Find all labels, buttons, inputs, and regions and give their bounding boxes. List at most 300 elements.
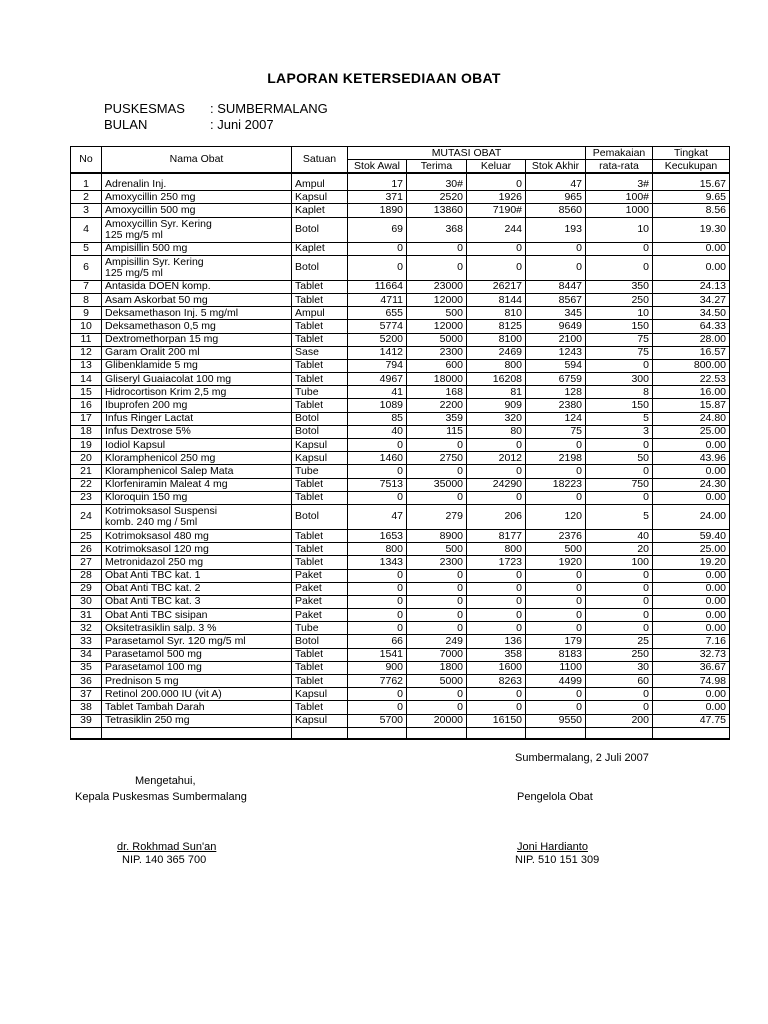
cell-no: 21 [71,465,102,478]
cell-satuan: Botol [292,504,348,529]
cell-keluar: 0 [467,622,526,635]
cell-stok-awal: 1343 [348,556,407,569]
cell-nama-obat [102,217,292,242]
table-row [71,582,730,595]
cell-no: 1 [71,178,102,191]
cell-terima: 2520 [407,191,467,204]
cell-stok-awal: 371 [348,191,407,204]
cell-keluar: 8100 [467,333,526,346]
cell-nama-obat: Obat Anti TBC kat. 2 [102,582,292,595]
cell-keluar: 909 [467,399,526,412]
cell-tingkat-kecukupan: 47.75 [653,714,730,727]
cell-nama-obat: Kloramphenicol 250 mg [102,452,292,465]
cell-keluar: 8177 [467,529,526,542]
cell-tingkat-kecukupan: 32.73 [653,648,730,661]
cell-satuan: Paket [292,569,348,582]
cell-stok-awal: 0 [348,595,407,608]
cell-nama-obat: Parasetamol 500 mg [102,648,292,661]
cell-keluar: 358 [467,648,526,661]
cell-nama-obat-line1: Amoxycillin Syr. Kering [105,217,212,230]
cell-tingkat-kecukupan: 16.00 [653,386,730,399]
table-row [71,293,730,306]
cell-satuan: Tube [292,386,348,399]
cell-stok-awal: 655 [348,307,407,320]
cell-tingkat-kecukupan: 0.00 [653,582,730,595]
cell-satuan: Botol [292,217,348,242]
cell-no: 39 [71,714,102,727]
cell-tingkat-kecukupan: 25.00 [653,543,730,556]
header-tingkat-2: Kecukupan [653,160,730,174]
cell-satuan: Tablet [292,280,348,293]
empty-cell [653,727,730,739]
cell-keluar: 16150 [467,714,526,727]
cell-no: 36 [71,675,102,688]
cell-keluar: 2012 [467,452,526,465]
head-name: dr. Rokhmad Sun'an [117,841,217,853]
cell-nama-obat-line2: 125 mg/5 ml [105,266,163,279]
cell-tingkat-kecukupan: 7.16 [653,635,730,648]
cell-nama-obat: Asam Askorbat 50 mg [102,293,292,306]
table-row [71,609,730,622]
cell-keluar: 80 [467,425,526,438]
table-row [71,178,730,191]
cell-nama-obat: Iodiol Kapsul [102,439,292,452]
cell-no: 34 [71,648,102,661]
cell-pemakaian-rata: 0 [586,701,653,714]
cell-nama-obat: Parasetamol 100 mg [102,661,292,674]
cell-terima: 0 [407,255,467,280]
cell-pemakaian-rata: 100 [586,556,653,569]
cell-terima: 500 [407,543,467,556]
cell-pemakaian-rata: 10 [586,307,653,320]
cell-terima: 0 [407,622,467,635]
cell-satuan: Tablet [292,543,348,556]
bulan-value: : Juni 2007 [210,117,274,132]
table-row [71,412,730,425]
cell-tingkat-kecukupan: 9.65 [653,191,730,204]
cell-nama-obat: Antasida DOEN komp. [102,280,292,293]
cell-no: 14 [71,373,102,386]
cell-stok-awal: 41 [348,386,407,399]
cell-tingkat-kecukupan: 15.67 [653,178,730,191]
table-row [71,399,730,412]
cell-satuan: Paket [292,595,348,608]
cell-terima: 2200 [407,399,467,412]
cell-no: 6 [71,255,102,280]
table-row [71,491,730,504]
cell-stok-awal: 1460 [348,452,407,465]
cell-tingkat-kecukupan: 0.00 [653,491,730,504]
cell-satuan: Botol [292,635,348,648]
cell-tingkat-kecukupan: 59.40 [653,529,730,542]
cell-no: 27 [71,556,102,569]
cell-satuan: Tablet [292,529,348,542]
table-row [71,320,730,333]
cell-satuan: Botol [292,255,348,280]
table-row [71,217,730,242]
table-row [71,386,730,399]
cell-satuan: Botol [292,412,348,425]
cell-satuan: Botol [292,425,348,438]
cell-nama-obat [102,255,292,280]
cell-terima: 368 [407,217,467,242]
cell-keluar: 0 [467,595,526,608]
cell-tingkat-kecukupan: 0.00 [653,465,730,478]
cell-nama-obat: Dextromethorpan 15 mg [102,333,292,346]
cell-nama-obat: Klorfeniramin Maleat 4 mg [102,478,292,491]
cell-stok-awal: 0 [348,582,407,595]
cell-no: 31 [71,609,102,622]
cell-tingkat-kecukupan: 64.33 [653,320,730,333]
cell-stok-awal: 1089 [348,399,407,412]
cell-no: 26 [71,543,102,556]
cell-no: 38 [71,701,102,714]
cell-no: 9 [71,307,102,320]
cell-pemakaian-rata: 0 [586,569,653,582]
cell-nama-obat: Parasetamol Syr. 120 mg/5 ml [102,635,292,648]
cell-stok-akhir: 965 [526,191,586,204]
head-title: Kepala Puskesmas Sumbermalang [75,791,247,803]
cell-keluar: 0 [467,569,526,582]
table-row [71,333,730,346]
cell-nama-obat: Retinol 200.000 IU (vit A) [102,688,292,701]
cell-pemakaian-rata: 150 [586,399,653,412]
cell-keluar: 2469 [467,346,526,359]
cell-nama-obat: Tablet Tambah Darah [102,701,292,714]
cell-no: 35 [71,661,102,674]
cell-stok-akhir: 345 [526,307,586,320]
header-mutasi-obat: MUTASI OBAT [348,147,586,160]
cell-tingkat-kecukupan: 36.67 [653,661,730,674]
cell-pemakaian-rata: 150 [586,320,653,333]
cell-stok-awal: 5774 [348,320,407,333]
cell-satuan: Tablet [292,556,348,569]
cell-tingkat-kecukupan: 0.00 [653,569,730,582]
cell-pemakaian-rata: 10 [586,217,653,242]
cell-terima: 20000 [407,714,467,727]
cell-pemakaian-rata: 250 [586,293,653,306]
cell-keluar: 7190# [467,204,526,217]
puskesmas-value: : SUMBERMALANG [210,101,328,116]
cell-terima: 0 [407,609,467,622]
header-terima: Terima [407,160,467,174]
cell-pemakaian-rata: 5 [586,412,653,425]
cell-stok-akhir: 0 [526,688,586,701]
cell-stok-awal: 4711 [348,293,407,306]
cell-no: 19 [71,439,102,452]
cell-stok-awal: 0 [348,242,407,255]
cell-stok-akhir: 128 [526,386,586,399]
cell-pemakaian-rata: 100# [586,191,653,204]
cell-no: 11 [71,333,102,346]
cell-terima: 12000 [407,320,467,333]
cell-terima: 0 [407,491,467,504]
cell-terima: 2300 [407,556,467,569]
cell-satuan: Paket [292,582,348,595]
cell-no: 33 [71,635,102,648]
cell-satuan: Tablet [292,491,348,504]
cell-no: 12 [71,346,102,359]
cell-stok-akhir: 1100 [526,661,586,674]
cell-keluar: 0 [467,582,526,595]
cell-nama-obat: Deksamethason Inj. 5 mg/ml [102,307,292,320]
cell-stok-awal: 0 [348,491,407,504]
cell-no: 20 [71,452,102,465]
cell-pemakaian-rata: 0 [586,359,653,372]
cell-stok-awal: 1412 [348,346,407,359]
cell-tingkat-kecukupan: 0.00 [653,439,730,452]
header-pemakaian-1: Pemakaian [586,147,653,160]
cell-satuan: Tube [292,622,348,635]
cell-pemakaian-rata: 5 [586,504,653,529]
cell-satuan: Tablet [292,478,348,491]
cell-nama-obat: Kloramphenicol Salep Mata [102,465,292,478]
cell-no: 10 [71,320,102,333]
cell-keluar: 81 [467,386,526,399]
cell-nama-obat: Kotrimoksasol 480 mg [102,529,292,542]
cell-satuan: Tablet [292,373,348,386]
cell-no: 13 [71,359,102,372]
cell-stok-akhir: 0 [526,465,586,478]
cell-tingkat-kecukupan: 0.00 [653,701,730,714]
cell-stok-akhir: 0 [526,569,586,582]
cell-pemakaian-rata: 250 [586,648,653,661]
cell-satuan: Kaplet [292,242,348,255]
cell-tingkat-kecukupan: 19.20 [653,556,730,569]
cell-tingkat-kecukupan: 16.57 [653,346,730,359]
cell-pemakaian-rata: 0 [586,688,653,701]
cell-no: 37 [71,688,102,701]
cell-satuan: Tablet [292,293,348,306]
cell-tingkat-kecukupan: 19.30 [653,217,730,242]
header-keluar: Keluar [467,160,526,174]
cell-no: 24 [71,504,102,529]
cell-terima: 115 [407,425,467,438]
cell-nama-obat: Obat Anti TBC kat. 3 [102,595,292,608]
cell-pemakaian-rata: 0 [586,255,653,280]
cell-satuan: Tablet [292,320,348,333]
cell-pemakaian-rata: 0 [586,622,653,635]
cell-pemakaian-rata: 0 [586,582,653,595]
cell-stok-awal: 900 [348,661,407,674]
cell-nama-obat: Tetrasiklin 250 mg [102,714,292,727]
table-row [71,714,730,727]
cell-stok-awal: 85 [348,412,407,425]
cell-nama-obat: Obat Anti TBC sisipan [102,609,292,622]
cell-no: 7 [71,280,102,293]
header-stok-awal: Stok Awal [348,160,407,174]
cell-satuan: Tablet [292,648,348,661]
empty-cell [586,727,653,739]
cell-no: 30 [71,595,102,608]
cell-keluar: 810 [467,307,526,320]
empty-cell [102,727,292,739]
cell-satuan: Paket [292,609,348,622]
cell-stok-awal: 0 [348,255,407,280]
table-row [71,569,730,582]
cell-terima: 600 [407,359,467,372]
cell-stok-awal: 47 [348,504,407,529]
cell-pemakaian-rata: 350 [586,280,653,293]
cell-no: 3 [71,204,102,217]
cell-stok-awal: 0 [348,569,407,582]
empty-cell [71,727,102,739]
cell-no: 22 [71,478,102,491]
table-row [71,701,730,714]
cell-satuan: Ampul [292,307,348,320]
cell-nama-obat: Obat Anti TBC kat. 1 [102,569,292,582]
cell-keluar: 8144 [467,293,526,306]
cell-stok-akhir: 0 [526,439,586,452]
cell-tingkat-kecukupan: 0.00 [653,242,730,255]
cell-keluar: 1600 [467,661,526,674]
cell-terima: 18000 [407,373,467,386]
cell-nama-obat: Oksitetrasiklin salp. 3 % [102,622,292,635]
bulan-line [104,117,274,133]
cell-keluar: 0 [467,701,526,714]
cell-keluar: 244 [467,217,526,242]
cell-stok-akhir: 0 [526,595,586,608]
cell-stok-awal: 66 [348,635,407,648]
cell-stok-akhir: 0 [526,491,586,504]
cell-stok-akhir: 0 [526,701,586,714]
header-pemakaian-2: rata-rata [586,160,653,174]
cell-no: 32 [71,622,102,635]
cell-tingkat-kecukupan: 43.96 [653,452,730,465]
cell-nama-obat-line1: Kotrimoksasol Suspensi [105,504,218,517]
cell-stok-akhir: 0 [526,622,586,635]
cell-nama-obat: Prednison 5 mg [102,675,292,688]
cell-satuan: Kaplet [292,204,348,217]
cell-nama-obat-line2: 125 mg/5 ml [105,228,163,241]
table-row [71,661,730,674]
cell-stok-akhir: 2380 [526,399,586,412]
table-row [71,359,730,372]
cell-terima: 0 [407,701,467,714]
cell-stok-akhir: 0 [526,609,586,622]
table-row [71,255,730,280]
cell-stok-akhir: 9550 [526,714,586,727]
cell-tingkat-kecukupan: 74.98 [653,675,730,688]
cell-pemakaian-rata: 50 [586,452,653,465]
table-row [71,439,730,452]
cell-stok-akhir: 193 [526,217,586,242]
puskesmas-line [104,101,328,117]
cell-pemakaian-rata: 8 [586,386,653,399]
cell-stok-awal: 1653 [348,529,407,542]
header-nama-obat: Nama Obat [102,147,292,174]
cell-pemakaian-rata: 30 [586,661,653,674]
drug-stock-table [70,146,730,740]
cell-keluar: 0 [467,255,526,280]
table-row [71,648,730,661]
cell-tingkat-kecukupan: 0.00 [653,609,730,622]
cell-nama-obat: Amoxycillin 500 mg [102,204,292,217]
cell-terima: 0 [407,465,467,478]
cell-pemakaian-rata: 0 [586,609,653,622]
cell-terima: 0 [407,242,467,255]
cell-stok-awal: 7513 [348,478,407,491]
cell-keluar: 0 [467,609,526,622]
cell-pemakaian-rata: 3# [586,178,653,191]
cell-terima: 0 [407,595,467,608]
cell-satuan: Kapsul [292,714,348,727]
cell-nama-obat: Kloroquin 150 mg [102,491,292,504]
cell-stok-awal: 4967 [348,373,407,386]
cell-stok-akhir: 8560 [526,204,586,217]
cell-keluar: 0 [467,242,526,255]
cell-terima: 12000 [407,293,467,306]
cell-stok-akhir: 2376 [526,529,586,542]
cell-stok-akhir: 1920 [526,556,586,569]
table-row [71,543,730,556]
bulan-label: BULAN [104,117,148,132]
cell-pemakaian-rata: 0 [586,242,653,255]
cell-nama-obat: Ampisillin 500 mg [102,242,292,255]
cell-terima: 5000 [407,333,467,346]
cell-keluar: 8125 [467,320,526,333]
table-row [71,635,730,648]
cell-stok-akhir: 594 [526,359,586,372]
cell-pemakaian-rata: 75 [586,346,653,359]
header-tingkat-1: Tingkat [653,147,730,160]
cell-nama-obat: Kotrimoksasol 120 mg [102,543,292,556]
table-row [71,425,730,438]
cell-nama-obat: Infus Dextrose 5% [102,425,292,438]
cell-stok-akhir: 500 [526,543,586,556]
cell-no: 28 [71,569,102,582]
cell-stok-awal: 0 [348,609,407,622]
cell-stok-awal: 17 [348,178,407,191]
cell-stok-awal: 5700 [348,714,407,727]
cell-terima: 0 [407,688,467,701]
table-row [71,191,730,204]
cell-stok-akhir: 179 [526,635,586,648]
cell-terima: 0 [407,439,467,452]
table-row [71,556,730,569]
cell-terima: 1800 [407,661,467,674]
cell-tingkat-kecukupan: 24.30 [653,478,730,491]
cell-tingkat-kecukupan: 800.00 [653,359,730,372]
cell-satuan: Tablet [292,701,348,714]
cell-satuan: Kapsul [292,688,348,701]
cell-stok-awal: 1890 [348,204,407,217]
cell-stok-akhir: 0 [526,255,586,280]
cell-satuan: Kapsul [292,452,348,465]
cell-terima: 13860 [407,204,467,217]
table-row [71,204,730,217]
mengetahui-label: Mengetahui, [135,775,196,787]
cell-tingkat-kecukupan: 15.87 [653,399,730,412]
cell-stok-akhir: 120 [526,504,586,529]
cell-pemakaian-rata: 0 [586,439,653,452]
cell-keluar: 24290 [467,478,526,491]
cell-nama-obat: Hidrocortison Krim 2,5 mg [102,386,292,399]
table-row [71,688,730,701]
cell-terima: 8900 [407,529,467,542]
cell-tingkat-kecukupan: 24.13 [653,280,730,293]
cell-satuan: Tablet [292,675,348,688]
cell-nama-obat [102,504,292,529]
cell-satuan: Sase [292,346,348,359]
cell-no: 2 [71,191,102,204]
cell-nama-obat: Metronidazol 250 mg [102,556,292,569]
cell-tingkat-kecukupan: 0.00 [653,595,730,608]
cell-nama-obat: Infus Ringer Lactat [102,412,292,425]
cell-terima: 168 [407,386,467,399]
cell-terima: 30# [407,178,467,191]
cell-satuan: Tablet [292,661,348,674]
